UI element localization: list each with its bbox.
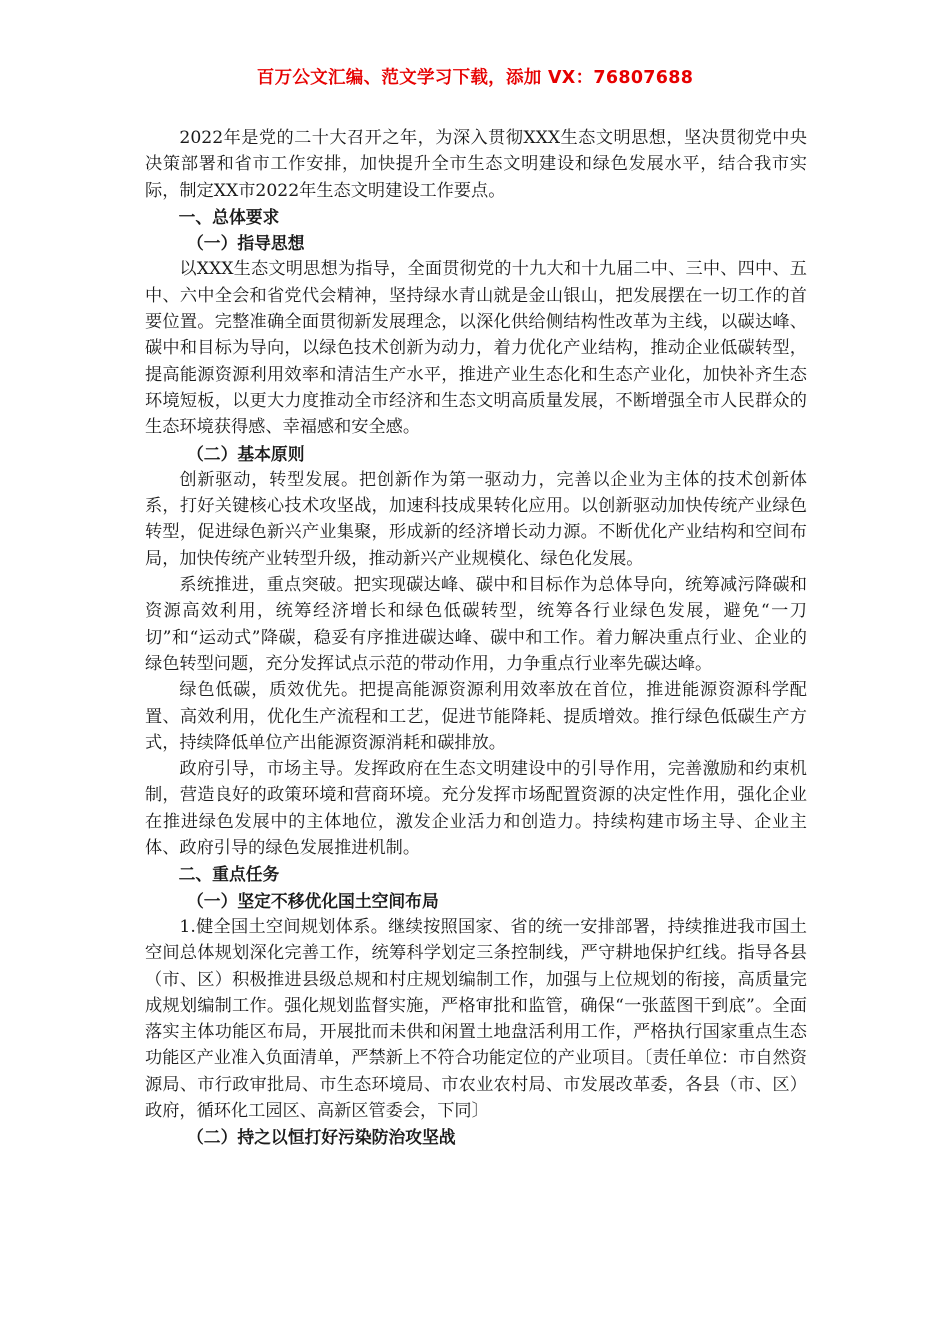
land-space-planning-paragraph: 1.健全国土空间规划体系。继续按照国家、省的统一安排部署，持续推进我市国土空间总体规划深化完善工作，统筹科学划定三条控制线，严守耕地保护红线。指导各县（市、区）积极推进县级总规和村庄规划编制工作，加强与上位规划的衔接，高质量完成规划编制工作。强化规划监督实施，严格审批和监管，确保“一张蓝图干到底”。全面落实主体功能区布局，开展批而未供和闲置土地盘活利用工作，严格执行国家重点生态功能区产业准入负面清单，严禁新上不符合功能定位的产业项目。〔责任单位：市自然资源局、市行政审批局、市生态环境局、市农业农村局、市发展改革委，各县（市、区）政府，循环化工园区、高新区管委会，下同〕 xyxy=(145,916,807,1121)
subsection-heading-pollution-prevention: （二）持之以恒打好污染防治攻坚战 xyxy=(187,1127,456,1148)
principle-innovation-paragraph: 创新驱动，转型发展。把创新作为第一驱动力，完善以企业为主体的技术创新体系，打好关键核心技术攻坚战，加速科技成果转化应用。以创新驱动加快传统产业绿色转型，促进绿色新兴产业集聚，形成新的经济增长动力源。不断优化产业结构和空间布局，加快传统产业转型升级，推动新兴产业规模化、绿色化发展。 xyxy=(145,469,807,569)
principle-government-paragraph: 政府引导，市场主导。发挥政府在生态文明建设中的引导作用，完善激励和约束机制，营造良好的政策环境和营商环境。充分发挥市场配置资源的决定性作用，强化企业在推进绿色发展中的主体地位，激发企业活力和创造力。持续构建市场主导、企业主体、政府引导的绿色发展推进机制。 xyxy=(145,759,807,859)
subsection-heading-basic-principles: （二）基本原则 xyxy=(187,443,305,464)
watermark-banner: 百万公文汇编、范文学习下载，添加 VX：76807688 xyxy=(256,68,694,88)
principle-systematic-paragraph: 系统推进，重点突破。把实现碳达峰、碳中和目标作为总体导向，统筹减污降碳和资源高效利用，统筹经济增长和绿色低碳转型，统筹各行业绿色发展，避免“一刀切”和“运动式”降碳，稳妥有序推进碳达峰、碳中和工作。着力解决重点行业、企业的绿色转型问题，充分发挥试点示范的带动作用，力争重点行业率先碳达峰。 xyxy=(145,575,807,674)
subsection-heading-guiding-ideology: （一）指导思想 xyxy=(187,233,305,254)
section-heading-general-requirements: 一、总体要求 xyxy=(178,206,280,227)
intro-paragraph: 2022年是党的二十大召开之年，为深入贯彻XXX生态文明思想，坚决贯彻党中央决策部署和省市工作安排，加快提升全市生态文明建设和绿色发展水平，结合我市实际，制定XX市2022年生态文明建设工作要点。 xyxy=(145,128,807,201)
principle-green-paragraph: 绿色低碳，质效优先。把提高能源资源利用效率放在首位，推进能源资源科学配置、高效利用，优化生产流程和工艺，促进节能降耗、提质增效。推行绿色低碳生产方式，持续降低单位产出能源资源消耗和碳排放。 xyxy=(145,680,807,753)
document-body xyxy=(145,125,807,1151)
guiding-ideology-paragraph: 以XXX生态文明思想为指导，全面贯彻党的十九大和十九届二中、三中、四中、五中、六中全会和省党代会精神，坚持绿水青山就是金山银山，把发展摆在一切工作的首要位置。完整准确全面贯彻新发展理念，以深化供给侧结构性改革为主线，以碳达峰、碳中和目标为导向，以绿色技术创新为动力，着力优化产业结构，推动企业低碳转型，提高能源资源利用效率和清洁生产水平，推进产业生态化和生态产业化，加快补齐生态环境短板，以更大力度推动全市经济和生态文明高质量发展，不断增强全市人民群众的生态环境获得感、幸福感和安全感。 xyxy=(145,259,807,438)
subsection-heading-land-space: （一）坚定不移优化国土空间布局 xyxy=(187,890,439,911)
section-heading-key-tasks: 二、重点任务 xyxy=(178,864,280,885)
